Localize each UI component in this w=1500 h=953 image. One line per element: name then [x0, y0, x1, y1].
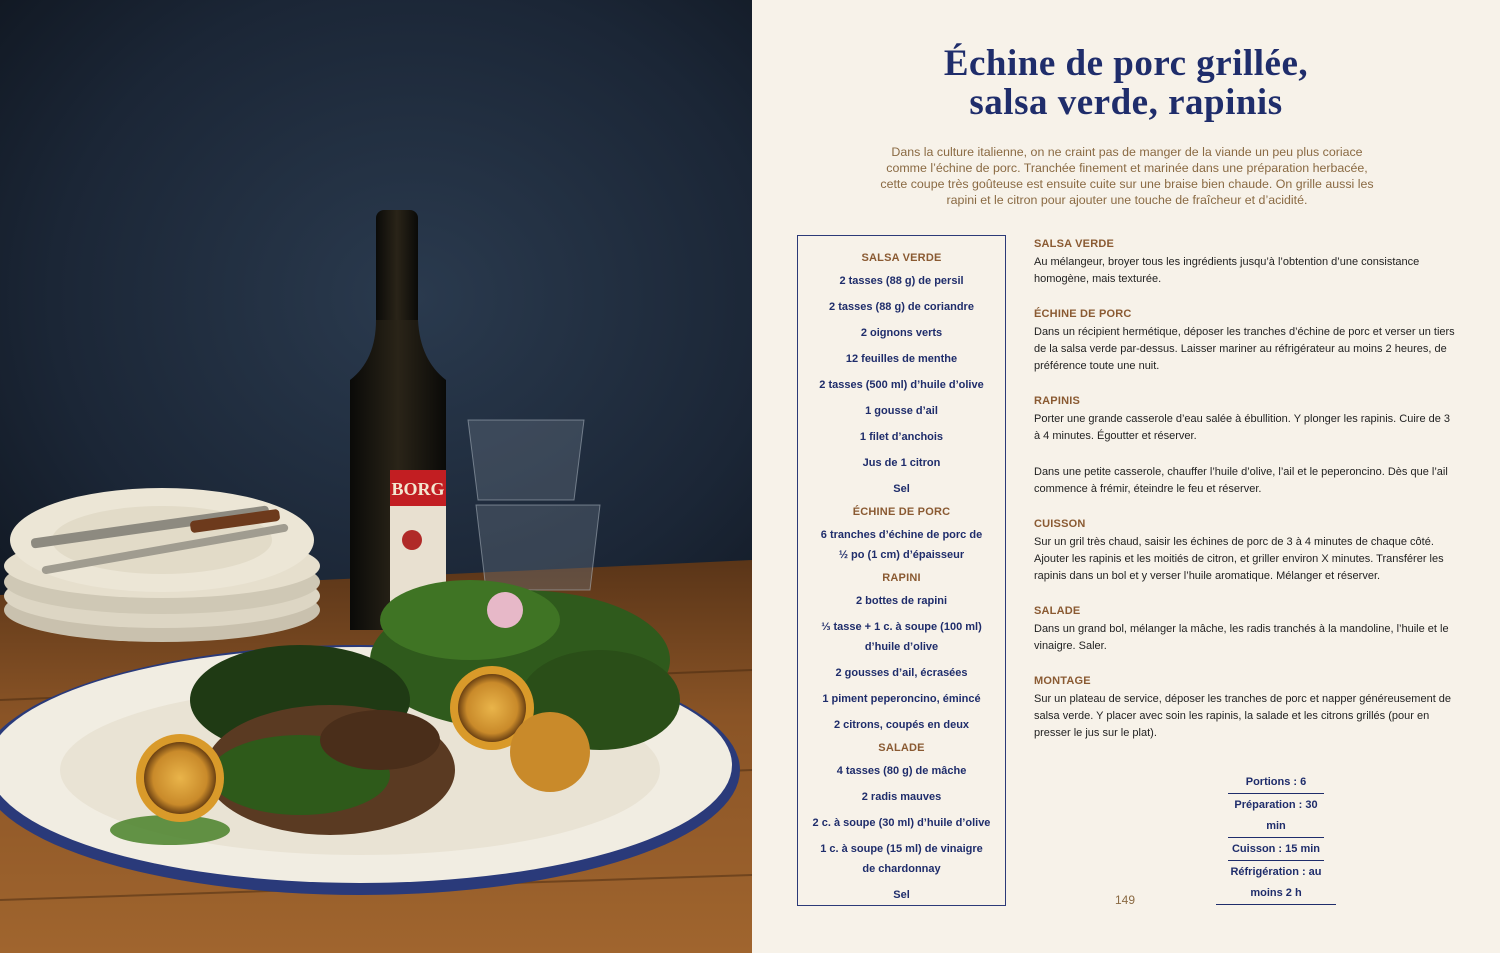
- info-cuisson: Cuisson : 15 min: [1228, 839, 1324, 861]
- ingredient-item: Sel: [893, 483, 910, 495]
- page-number: 149: [1114, 893, 1136, 907]
- method-heading-rapinis: RAPINIS: [1034, 395, 1081, 407]
- recipe-intro: Dans la culture italienne, on ne craint pas de manger de la viande un peu plus coriace comme l’échine de porc. Tranchée finement et marinée dans une préparation herbacée, cette coupe très goûteuse est ensuite cuite sur une braise bien chaude. On grille aussi les rapini et le citron pour ajouter une touche de fraîcheur et d’acidité.: [880, 145, 1374, 207]
- ingredient-item: 12 feuilles de menthe: [845, 353, 958, 365]
- method-heading-echine: ÉCHINE DE PORC: [1034, 308, 1132, 320]
- ingredient-item: 1 filet d’anchois: [859, 431, 944, 443]
- method-step-cuisson: Sur un gril très chaud, saisir les échines de porc de 3 à 4 minutes de chaque côté. Ajouter les rapinis et les moitiés de citron, et griller environ X minutes. Transférer les rapinis dans un bol et y verser l’huile aromatique. Mélanger et réserver.: [1034, 536, 1444, 582]
- ingredient-item: 2 gousses d’ail, écrasées: [835, 667, 968, 679]
- ingredients-heading-rapini: RAPINI: [882, 572, 921, 584]
- ingredient-item: 1 piment peperoncino, émincé: [822, 693, 981, 705]
- recipe-title-line-2: salsa verde, rapinis: [969, 82, 1283, 123]
- method-step-rapinis-2: Dans une petite casserole, chauffer l’huile d’olive, l’ail et le peperoncino. Dès que l’ail commence à frémir, éteindre le feu et réserver.: [1034, 466, 1448, 495]
- ingredient-item: 1 gousse d’ail: [865, 405, 938, 417]
- method-step-montage: Sur un plateau de service, déposer les tranches de porc et napper généreusement de salsa verde. Y placer avec soin les rapinis, la salade et les citrons grillés (pour en presser le jus sur le plat).: [1034, 693, 1452, 739]
- method-heading-cuisson: CUISSON: [1034, 518, 1086, 530]
- method-heading-salsa-verde: SALSA VERDE: [1034, 238, 1115, 250]
- ingredients-heading-salade: SALADE: [878, 742, 925, 754]
- method-heading-salade: SALADE: [1034, 605, 1081, 617]
- bottle-label: BORG: [391, 479, 445, 499]
- ingredient-item: 1 c. à soupe (15 ml) de vinaigre de chardonnay: [820, 843, 983, 875]
- ingredient-item: 2 radis mauves: [861, 791, 942, 803]
- ingredient-item: 6 tranches d’échine de porc de ½ po (1 cm) d’épaisseur: [820, 529, 983, 561]
- ingredient-item: 2 bottes de rapini: [855, 595, 948, 607]
- method-step-echine: Dans un récipient hermétique, déposer les tranches d’échine de porc et verser un tiers de la salsa verde par-dessus. Laisser mariner au réfrigérateur au moins 2 heures, de préférence toute une nuit.: [1034, 326, 1455, 372]
- ingredient-item: 4 tasses (80 g) de mâche: [836, 765, 967, 777]
- ingredient-item: 2 c. à soupe (30 ml) d’huile d’olive: [812, 817, 991, 829]
- recipe-page: [752, 0, 1500, 953]
- ingredient-item: Jus de 1 citron: [862, 457, 941, 469]
- method-step-rapinis-1: Porter une grande casserole d’eau salée à ébullition. Y plonger les rapinis. Cuire de 3 à 4 minutes. Égoutter et réserver.: [1034, 413, 1451, 442]
- ingredients-box: [797, 235, 1006, 906]
- method-heading-montage: MONTAGE: [1034, 675, 1091, 687]
- ingredient-item: 2 oignons verts: [860, 327, 943, 339]
- ingredient-item: Sel: [893, 889, 910, 901]
- method-step-salade: Dans un grand bol, mélanger la mâche, les radis tranchés à la mandoline, l’huile et le vinaigre. Saler.: [1034, 623, 1449, 652]
- ingredient-item: 2 tasses (88 g) de persil: [839, 275, 964, 287]
- ingredients-heading-echine: ÉCHINE DE PORC: [852, 506, 951, 518]
- ingredient-item: 2 tasses (500 ml) d’huile d’olive: [819, 379, 984, 391]
- recipe-info: [1202, 772, 1350, 906]
- info-portions: Portions : 6: [1228, 772, 1324, 794]
- stacked-plates: [4, 488, 320, 642]
- method-step-salsa-verde: Au mélangeur, broyer tous les ingrédients jusqu’à l’obtention d’une consistance homogène, mais texturée.: [1034, 256, 1420, 285]
- ingredient-item: ⅓ tasse + 1 c. à soupe (100 ml) d’huile d’olive: [821, 621, 982, 653]
- info-refrigeration: Réfrigération : au moins 2 h: [1216, 862, 1336, 905]
- ingredient-item: 2 citrons, coupés en deux: [833, 719, 970, 731]
- ingredients-heading-salsa-verde: SALSA VERDE: [861, 252, 942, 264]
- info-preparation: Préparation : 30 min: [1228, 795, 1324, 838]
- method-column: [1034, 237, 1459, 761]
- recipe-title: [752, 44, 1500, 122]
- recipe-title-line-1: Échine de porc grillée,: [943, 43, 1309, 84]
- ingredient-item: 2 tasses (88 g) de coriandre: [829, 301, 974, 313]
- drinking-glasses: [468, 420, 600, 590]
